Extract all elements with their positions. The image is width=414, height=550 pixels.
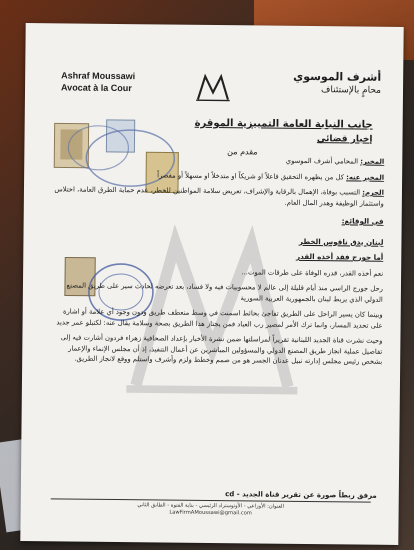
paragraph: وحيث نشرت قناة الجديد اللبنانية تقريراً لمراسلتها ضمن نشرة الأخبار بإعداد الصحافية زهراء فردون أشارت فيه إلى تفاصيل عملية انجاز طريق المصنع الدولي والمسؤولين المباشرين عن أعمال التنفيذ، إذ أن مجلس الإنماء والإعمار بشخص رئيس مجلس إدارته نبيل عدنان الجسر هو من صمم وخطط ولزم وأشرف واستلم ووقع لانجاز الطريق. (60, 333, 383, 366)
heading-addressee: جانب النيابة العامة التمييزية الموقرة (194, 117, 373, 131)
attachment-note: مرفق ربطاً صورة عن تقرير قناة الجديد - cd (225, 490, 377, 500)
letterhead-arabic (251, 69, 381, 96)
letterhead-english (61, 69, 171, 94)
lawyer-name-en: Ashraf Moussawi (61, 70, 136, 82)
lawyer-title-en: Avocat à la Cour (60, 82, 132, 94)
lawyer-title-ar: محامٍ بالإستئناف (321, 85, 382, 96)
party-line: الجرم: التسبب بوفاة، الإهمال بالرقابة والإشراف، تعريض سلامة المواطنين للخطر، عدم حماية الطرق العامة، اختلاس واستثمار الوظيفة وهدر المال العام. (54, 185, 385, 208)
footer-email: LawFirmAMoussawi@gmail.com (169, 509, 252, 517)
law-firm-logo-icon (195, 73, 231, 103)
subhead: لبنان يدق ناقوس الخطر (298, 236, 384, 247)
paragraph: رحل جورج الراسي منذ أيام قليلة إلى عالم لا محسوبيات فيه ولا فساد، بعد تعرضه لحادث سير على طريق المصنع الدولي الذي يربط لبنان بالجمهورية العربية السورية (66, 281, 384, 304)
document-body (52, 153, 384, 372)
paragraph: نعم أخذه القدر، قدره الوفاة على طرقات الموت... (241, 267, 384, 278)
party-line: المخبر: المحامي أشرف الموسوي (285, 156, 385, 166)
party-line: المخبر عنه: كل من يظهره التحقيق فاعلاً او شريكاً او متدخلاً او مسهلاً أو مقصراً (157, 170, 385, 182)
heading-submitted-by: مقدم من (227, 147, 258, 157)
facts-title: في الوقائع: (341, 216, 384, 226)
footer-address: العنوان: الأوزاعي - الأوتوستراد الرئيسي - بناية الفتوة - الطابق الثاني (137, 502, 284, 510)
document-footer (51, 498, 371, 518)
subhead: أما جورج فقد أخذه القدر (295, 251, 384, 262)
legal-document (20, 23, 403, 545)
paragraph: وبينما كان يسير الراحل على الطريق تفاجئ بحائط اسمنت في وسط منعطف طريق ودون وجود أي علامة أو اشارة على تحديد المسار، وانما ترك الأمر لمصير رب العباد فمن يجتاز هذا الطريق بصحة وسلامة يقال عنه: لكتبلو عمر جديد (56, 307, 383, 330)
heading-type: إخبار قضائي (316, 134, 373, 145)
lawyer-name-ar: أشرف الموسوي (293, 69, 382, 84)
